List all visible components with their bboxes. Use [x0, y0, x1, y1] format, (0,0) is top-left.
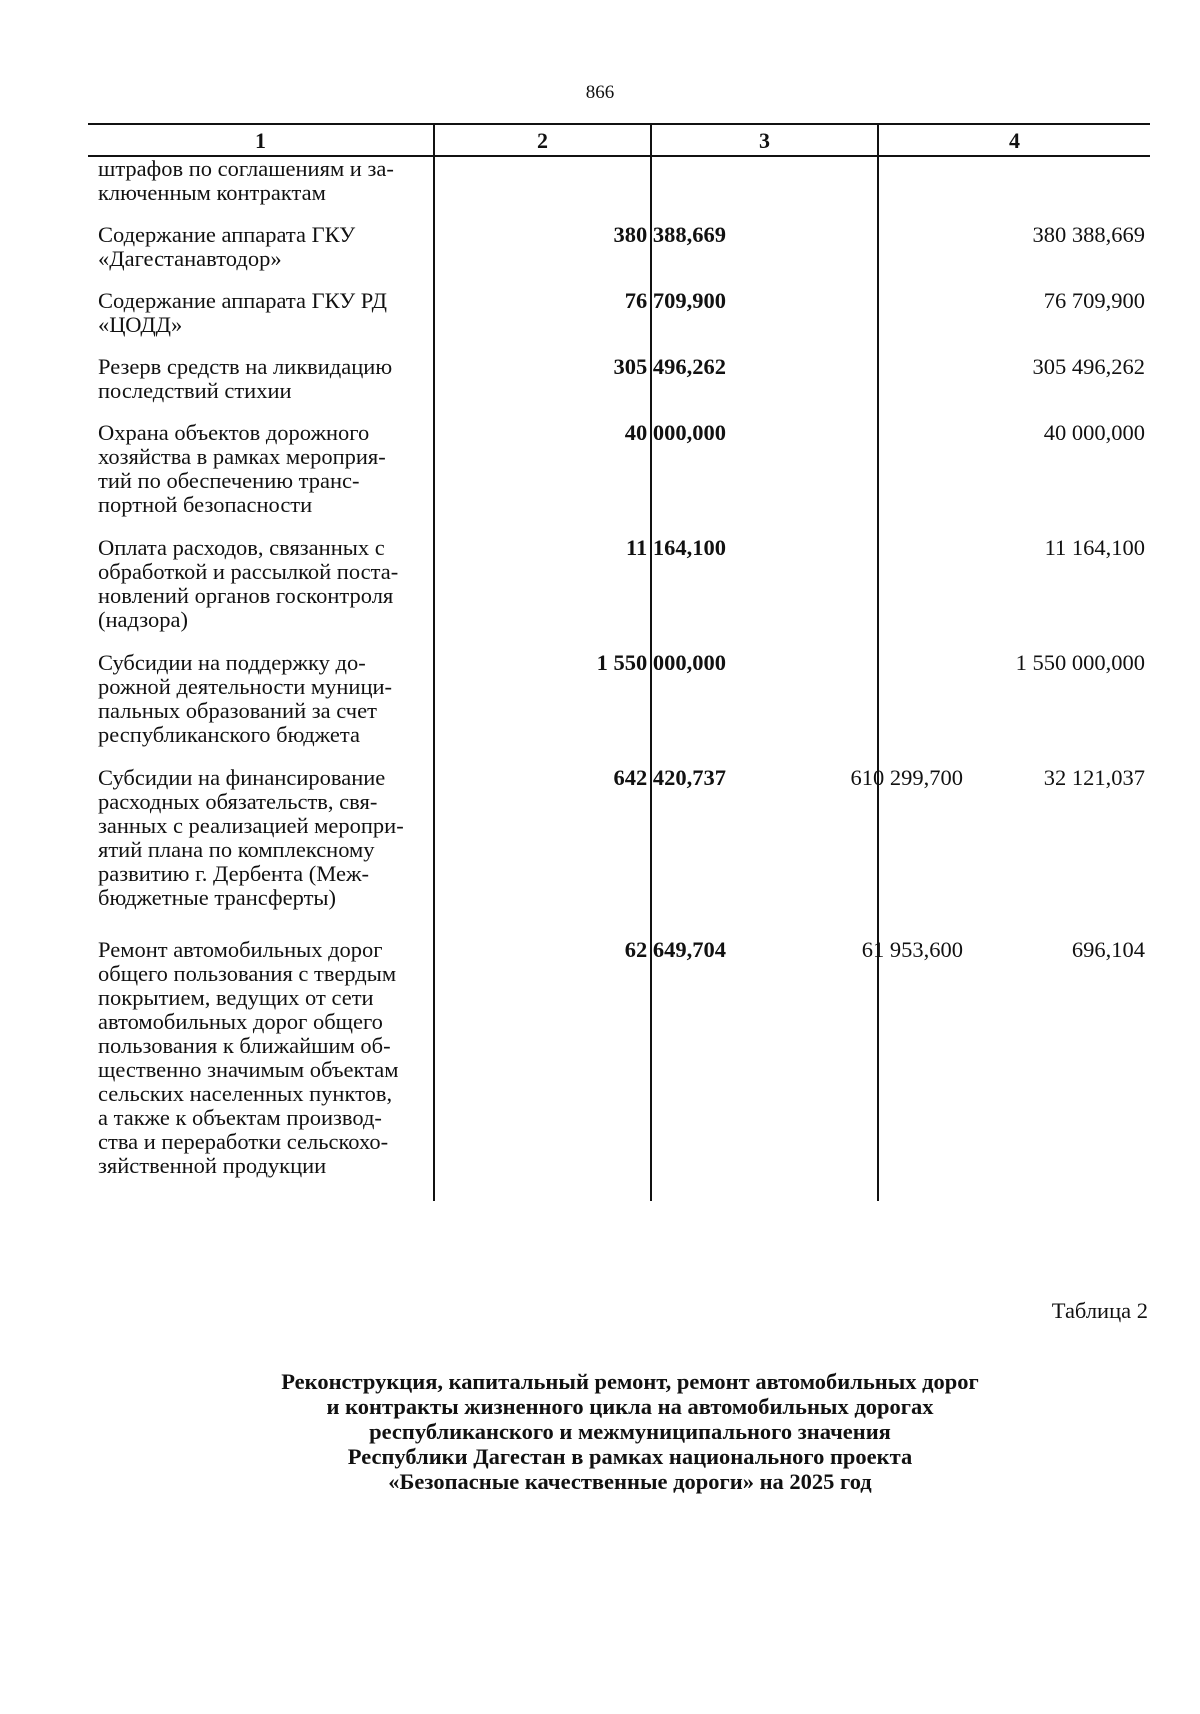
column-header-1: 1: [255, 128, 266, 153]
column-header-2: 2: [537, 128, 548, 153]
row-total: 40 000,000: [624, 420, 726, 445]
row-total: 642 420,737: [613, 765, 726, 790]
row-federal: 61 953,600: [861, 937, 963, 962]
row-label: Содержание аппарата ГКУ «Дагестанавтодор»: [98, 222, 356, 271]
heading-line: Реконструкция, капитальный ремонт, ремонт автомобильных дорог: [281, 1369, 979, 1394]
row-total: 380 388,669: [613, 222, 726, 247]
row-regional: 380 388,669: [1032, 222, 1145, 247]
budget-table: [88, 123, 1150, 1201]
table-row: [88, 223, 1150, 289]
table-row: [88, 938, 1150, 1183]
row-regional: 1 550 000,000: [1015, 650, 1145, 675]
row-total: 76 709,900: [624, 288, 726, 313]
table-caption-label: Таблица 2: [1051, 1298, 1148, 1323]
row-label: Резерв средств на ликвидацию последствий стихии: [98, 354, 393, 403]
row-label: Содержание аппарата ГКУ РД «ЦОДД»: [98, 288, 387, 337]
table-row: [88, 651, 1150, 766]
row-total: 62 649,704: [624, 937, 726, 962]
column-header-4: 4: [1009, 128, 1020, 153]
row-regional: 305 496,262: [1032, 354, 1145, 379]
row-label: Охрана объектов дорожного хозяйства в рамках мероприя- тий по обеспечению транс- портной безопасности: [98, 420, 386, 517]
column-header-3: 3: [759, 128, 770, 153]
row-label: Ремонт автомобильных дорог общего пользования с твердым покрытием, ведущих от сети автомобильных дорог общего пользования к ближайшим об- щественно значимым объектам сельских населенных пунктов, а также к объектам производ- ства и переработки сельскохо- зяйственной продукции: [98, 937, 399, 1178]
row-regional: 11 164,100: [1044, 535, 1145, 560]
table-row: [88, 536, 1150, 651]
row-label: штрафов по соглашениям и за- ключенным контрактам: [98, 156, 394, 205]
heading-line: и контракты жизненного цикла на автомобильных дорогах: [326, 1394, 934, 1419]
row-total: 305 496,262: [613, 354, 726, 379]
row-label: Субсидии на поддержку до- рожной деятельности муници- пальных образований за счет республиканского бюджета: [98, 650, 393, 747]
row-regional: 696,104: [1071, 937, 1145, 962]
row-regional: 40 000,000: [1043, 420, 1145, 445]
row-label: Субсидии на финансирование расходных обязательств, свя- занных с реализацией меропри- ятий плана по комплексному развитию г. Дербента (Меж- бюджетные трансферты): [98, 765, 404, 910]
table-row: [88, 289, 1150, 355]
row-total: 1 550 000,000: [596, 650, 726, 675]
row-regional: 32 121,037: [1043, 765, 1145, 790]
table-row: [88, 766, 1150, 938]
table-row: [88, 421, 1150, 536]
page-number: 866: [585, 82, 615, 103]
row-federal: 610 299,700: [850, 765, 963, 790]
heading-line: Республики Дагестан в рамках национального проекта: [347, 1444, 913, 1469]
table-body: [88, 157, 1150, 1183]
heading-line: республиканского и межмуниципального значения: [369, 1419, 891, 1444]
section-heading: [180, 1369, 1080, 1494]
table-row: [88, 157, 1150, 223]
heading-line: «Безопасные качественные дороги» на 2025 год: [388, 1469, 872, 1494]
row-total: 11 164,100: [625, 535, 726, 560]
row-regional: 76 709,900: [1043, 288, 1145, 313]
table-top-border: [88, 123, 1150, 125]
table-row: [88, 355, 1150, 421]
row-label: Оплата расходов, связанных с обработкой и рассылкой поста- новлений органов госконтроля (надзора): [98, 535, 399, 632]
